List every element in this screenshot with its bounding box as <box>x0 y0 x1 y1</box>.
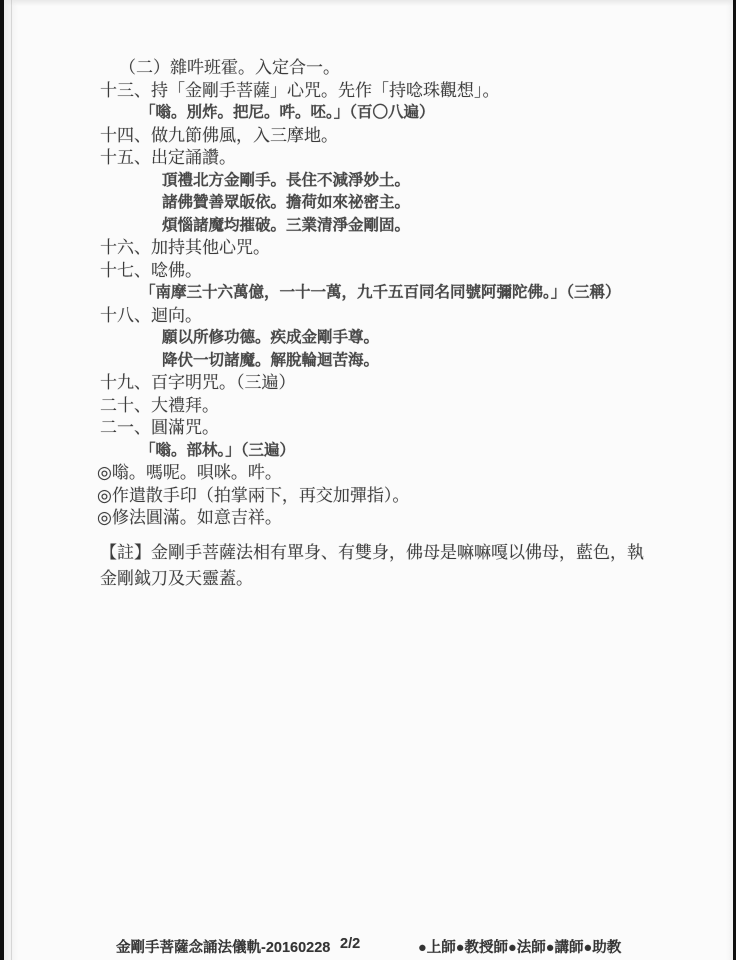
footer-page-number: 2/2 <box>340 936 361 952</box>
document-line: 十四、做九節佛風，入三摩地。 <box>100 125 338 145</box>
footnote-paragraph: 【註】金剛手菩薩法相有單身、有雙身，佛母是嘛嘛嘎以佛母，藍色，執金剛鉞刀及天靈蓋。 <box>100 543 644 588</box>
document-line-verse: 願以所修功德。疾成金剛手尊。 <box>162 329 380 346</box>
footer-roles-list: ●上師●教授師●法師●講師●助教 <box>418 940 622 956</box>
document-line: 十三、持「金剛手菩薩」心咒。先作「持唸珠觀想」。 <box>100 80 500 100</box>
ritual-text-body <box>0 57 736 530</box>
document-line: 十八、迴向。 <box>100 305 202 325</box>
document-line: 十六、加持其他心咒。 <box>100 238 270 257</box>
document-line-verse: 煩惱諸魔均摧破。三業清淨金剛固。 <box>162 216 411 234</box>
document-line-verse: 頂禮北方金剛手。長住不減淨妙土。 <box>162 171 411 189</box>
document-line: ◎作遣散手印（拍掌兩下，再交加彈指）。 <box>97 485 410 505</box>
document-line: ◎嗡。嗎呢。唄咪。吽。 <box>97 463 282 482</box>
document-line: 十五、出定誦讚。 <box>100 148 236 167</box>
page-footer <box>0 936 736 958</box>
document-line-verse: 降伏一切諸魔。解脫輪迴苦海。 <box>162 351 380 369</box>
document-line: 十七、唸佛。 <box>100 260 202 280</box>
footer-document-title: 金剛手菩薩念誦法儀軌-20160228 <box>116 940 331 956</box>
document-line: 二一、圓滿咒。 <box>100 418 219 437</box>
document-line-verse: 諸佛贊善眾皈依。擔荷如來祕密主。 <box>162 194 411 211</box>
document-line: （二）雜吽班霍。入定合一。 <box>119 58 340 77</box>
document-line: ◎修法圓滿。如意吉祥。 <box>97 508 282 527</box>
document-line-mantra: 「南摩三十六萬億，一十一萬，九千五百同名同號阿彌陀佛。」（三稱） <box>140 284 621 301</box>
document-line-mantra: 「嗡。部林。」（三遍） <box>140 441 296 459</box>
document-line: 十九、百字明咒。（三遍） <box>100 373 296 392</box>
document-line: 二十、大禮拜。 <box>100 395 219 415</box>
document-line-mantra: 「嗡。別炸。把尼。吽。呸。」（百〇八遍） <box>140 104 435 121</box>
